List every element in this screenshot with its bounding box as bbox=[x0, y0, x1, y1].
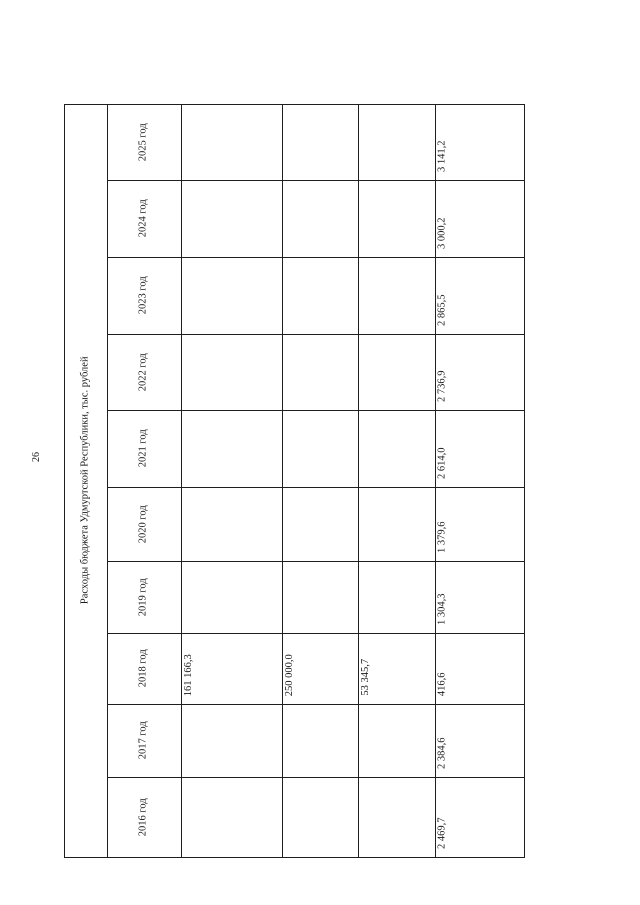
cell-value: 2 614,0 bbox=[436, 447, 448, 479]
table-hline-6 bbox=[107, 334, 524, 335]
table-border-bottom bbox=[64, 857, 524, 858]
cell-value: 250 000,0 bbox=[283, 653, 295, 696]
cell-value: 416,6 bbox=[436, 671, 448, 696]
table-title: Расходы бюджета Удмуртской Республики, тыс. рублей bbox=[79, 355, 91, 604]
table-vline-2 bbox=[282, 104, 283, 857]
table-hline-4 bbox=[107, 487, 524, 488]
cell-value: 2 736,9 bbox=[436, 370, 448, 402]
cell-value: 2 384,6 bbox=[436, 737, 448, 769]
year-header-2018: 2018 год bbox=[137, 649, 149, 688]
table-hline-0 bbox=[107, 777, 524, 778]
year-header-2020: 2020 год bbox=[137, 504, 149, 543]
table-vline-3 bbox=[358, 104, 359, 857]
table-border-right bbox=[524, 104, 525, 858]
cell-value: 3 000,2 bbox=[436, 217, 448, 249]
table-hline-5 bbox=[107, 410, 524, 411]
table-hline-1 bbox=[107, 704, 524, 705]
cell-value: 2 469,7 bbox=[436, 817, 448, 849]
year-header-2016: 2016 год bbox=[137, 797, 149, 836]
table-hline-8 bbox=[107, 180, 524, 181]
page-number: 26 bbox=[31, 452, 42, 462]
table-border-left bbox=[64, 104, 65, 857]
cell-value: 1 304,3 bbox=[436, 593, 448, 625]
table-hline-2 bbox=[107, 633, 524, 634]
year-header-2023: 2023 год bbox=[137, 276, 149, 315]
table-hline-7 bbox=[107, 257, 524, 258]
year-header-2022: 2022 год bbox=[137, 352, 149, 391]
year-header-2017: 2017 год bbox=[137, 721, 149, 760]
year-header-2021: 2021 год bbox=[137, 429, 149, 468]
cell-value: 161 166,3 bbox=[182, 653, 194, 696]
table-hline-3 bbox=[107, 561, 524, 562]
cell-value: 2 865,5 bbox=[436, 294, 448, 326]
year-header-2024: 2024 год bbox=[137, 199, 149, 238]
cell-value: 3 141,2 bbox=[436, 140, 448, 172]
cell-value: 53 345,7 bbox=[359, 658, 371, 696]
year-header-2019: 2019 год bbox=[137, 577, 149, 616]
cell-value: 1 379,6 bbox=[436, 521, 448, 553]
table-vline-0 bbox=[107, 104, 108, 857]
table-vline-1 bbox=[181, 104, 182, 857]
table-border-top bbox=[64, 104, 524, 105]
year-header-2025: 2025 год bbox=[137, 122, 149, 161]
